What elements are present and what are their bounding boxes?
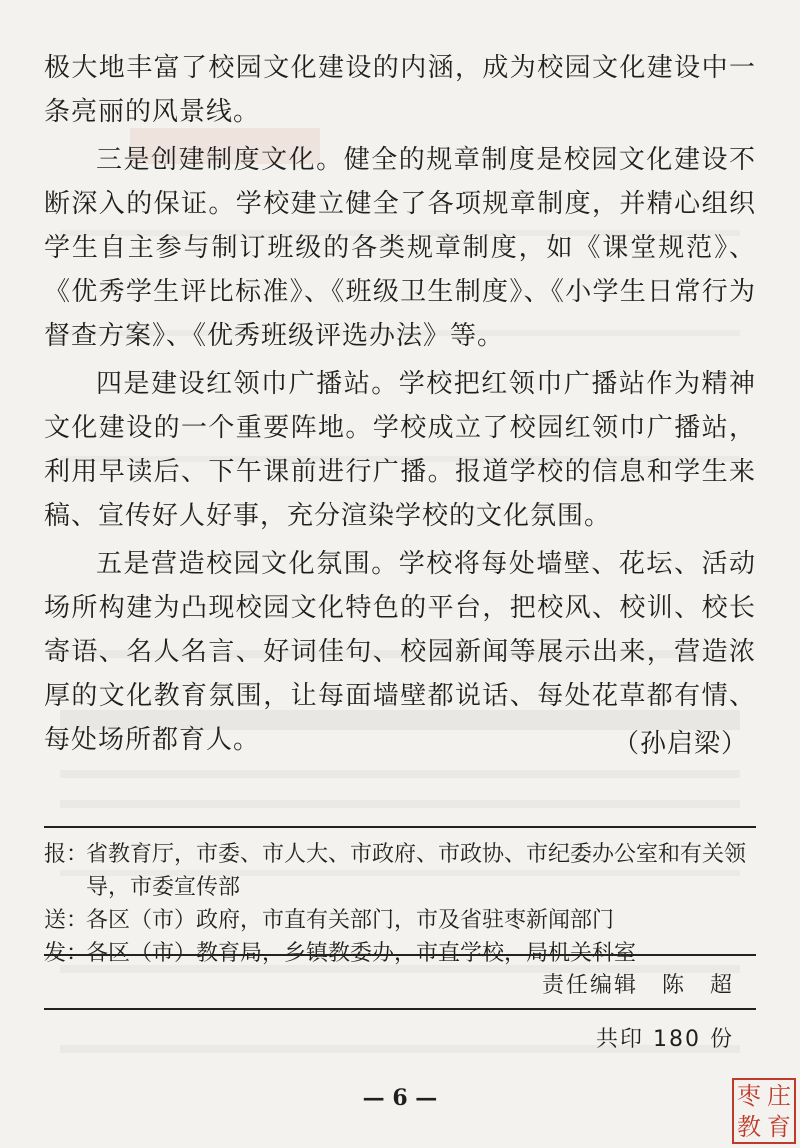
issue-recipients: 各区（市）教育局，乡镇教委办，市直学校，局机关科室	[86, 941, 637, 966]
issue-label: 发：	[44, 941, 89, 966]
watermark-seal	[732, 1078, 796, 1144]
seal-char-2: 庄	[767, 1081, 791, 1110]
paragraph-continuation: 极大地丰富了校园文化建设的内涵，成为校园文化建设中一条亮丽的风景线。	[44, 53, 756, 127]
paragraph-red-scarf-broadcast: 四是建设红领巾广播站。学校把红领巾广播站作为精神文化建设的一个重要阵地。学校成立了校园红领巾广播站，利用早读后、下午课前进行广播。报道学校的信息和学生来稿、宣传好人好事，充分渲染学校的文化氛围。	[44, 369, 756, 531]
divider-bottom	[44, 1008, 756, 1010]
divider-top	[44, 826, 756, 828]
responsible-editor	[44, 968, 734, 999]
article-body	[44, 46, 756, 766]
send-recipients: 各区（市）政府，市直有关部门，市及省驻枣新闻部门	[86, 908, 615, 933]
article-author: （孙启梁）	[612, 729, 748, 759]
seal-char-3: 教	[737, 1112, 761, 1141]
paragraph-institutional-culture: 三是创建制度文化。健全的规章制度是校园文化建设不断深入的保证。学校建立健全了各项规章制度，并精心组织学生自主参与制订班级的各类规章制度，如《课堂规范》、《优秀学生评比标准》、《班级卫生制度》、《小学生日常行为督查方案》、《优秀班级评选办法》等。	[44, 145, 756, 351]
send-label: 送：	[44, 908, 89, 933]
page-number: — 6 —	[362, 1085, 438, 1111]
seal-char-1: 枣	[737, 1081, 761, 1110]
editor-name: 陈 超	[661, 973, 734, 998]
seal-char-4: 育	[767, 1112, 791, 1141]
paragraph-campus-atmosphere: 五是营造校园文化氛围。学校将每处墙壁、花坛、活动场所构建为凸现校园文化特色的平台，把校风、校训、校长寄语、名人名言、好词佳句、校园新闻等展示出来，营造浓厚的文化教育氛围，让每面墙壁都说话、每处花草都有情、每处场所都育人。	[44, 549, 756, 755]
distribution-list	[44, 838, 756, 970]
print-count: 共印 180 份	[596, 1027, 734, 1052]
report-label: 报：	[44, 842, 89, 867]
divider-middle	[44, 954, 756, 956]
distribution-send-row	[44, 904, 756, 937]
distribution-report-row	[44, 838, 756, 904]
editor-label: 责任编辑	[541, 973, 638, 998]
report-recipients: 省教育厅，市委、市人大、市政府、市政协、市纪委办公室和有关领导，市委宣传部	[86, 842, 747, 900]
